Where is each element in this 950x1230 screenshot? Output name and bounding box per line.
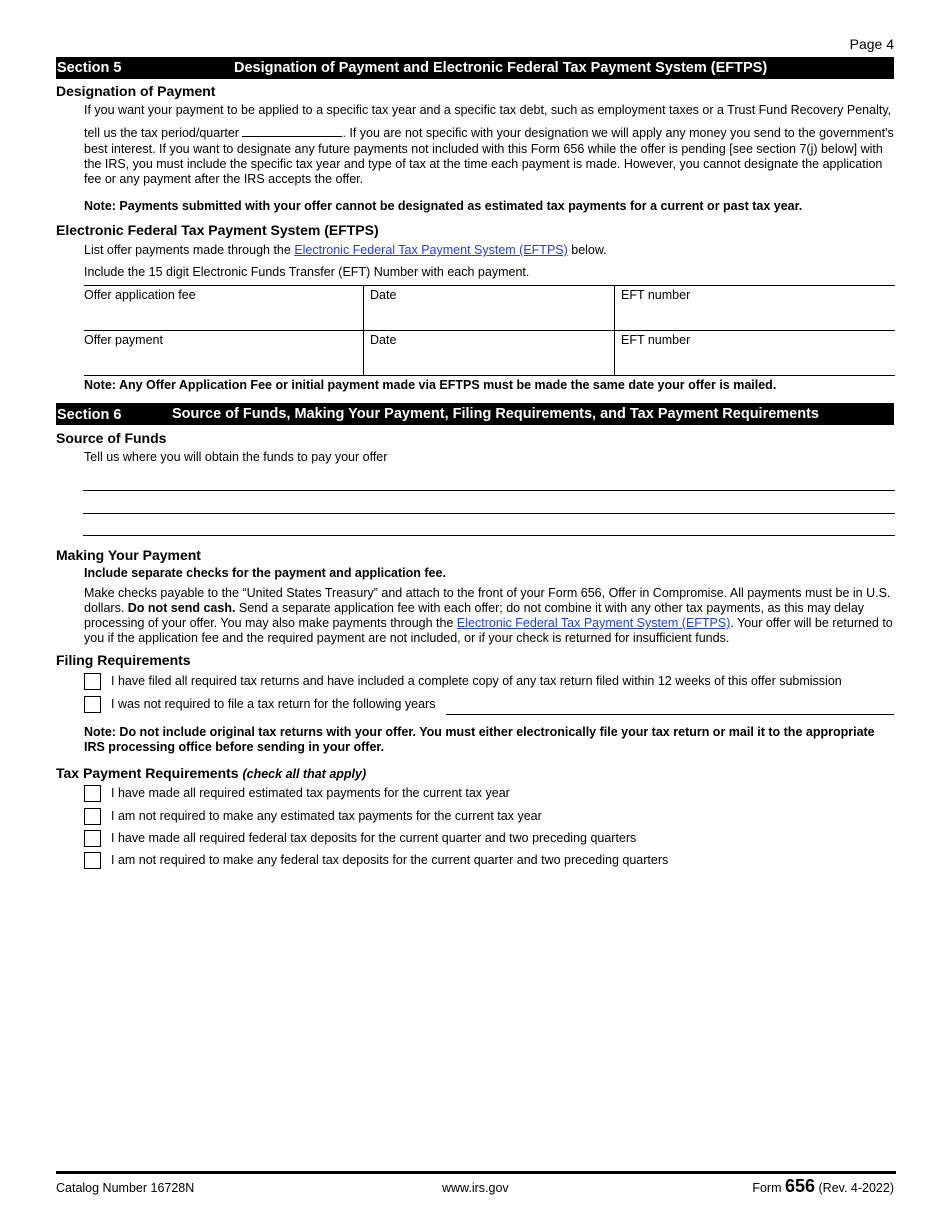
tax-payment-option-3-label: I have made all required federal tax deposits for the current quarter and two preceding quarters xyxy=(111,831,637,845)
tax-payment-heading-note: (check all that apply) xyxy=(242,767,367,781)
application-fee-date-field[interactable] xyxy=(363,286,614,330)
source-of-funds-line-2[interactable] xyxy=(83,513,895,514)
tax-payment-option-4-checkbox[interactable] xyxy=(84,852,101,869)
tax-payment-option-1-label: I have made all required estimated tax payments for the current tax year xyxy=(111,786,510,800)
designation-line-1: If you want your payment to be applied to a specific tax year and a specific tax debt, such as employment taxes or a Trust Fund Recovery Penalty, xyxy=(84,103,892,117)
tax-payment-option-4-label: I am not required to make any federal tax deposits for the current quarter and two preceding quarters xyxy=(111,853,669,867)
making-payment-heading: Making Your Payment xyxy=(56,547,201,563)
offer-payment-date-field[interactable] xyxy=(363,331,614,375)
tax-payment-option-2 xyxy=(84,808,894,826)
table-row xyxy=(84,286,895,331)
tax-payment-option-4 xyxy=(84,852,894,870)
tax-payment-option-3-checkbox[interactable] xyxy=(84,830,101,847)
eft-payment-table xyxy=(84,285,895,376)
do-not-send-cash: Do not send cash. xyxy=(127,601,236,615)
eftps-note: Note: Any Offer Application Fee or initial payment made via EFTPS must be made the same date your offer is mailed. xyxy=(84,378,777,392)
designation-body: best interest. If you want to designate any future payments not included with this Form 656 while the offer is pending [see section 7(j) below] with the IRS, you must include the specific tax year and type of tax at the time each payment is made. However, you cannot designate the application fee or any payment after the IRS accepts the offer. xyxy=(84,142,883,186)
tax-payment-option-2-label: I am not required to make any estimated tax payments for the current tax year xyxy=(111,809,542,823)
eftps-list-pre: List offer payments made through the xyxy=(84,243,295,257)
eftps-link[interactable]: Electronic Federal Tax Payment System (EFTPS) xyxy=(294,243,568,257)
footer-rule xyxy=(56,1171,896,1174)
source-of-funds-prompt: Tell us where you will obtain the funds to pay your offer xyxy=(84,450,388,464)
filing-option-1-checkbox[interactable] xyxy=(84,673,101,690)
making-payment-body xyxy=(84,586,896,646)
designation-heading: Designation of Payment xyxy=(56,83,216,99)
form-id xyxy=(752,1176,894,1197)
filing-option-2-label: I was not required to file a tax return for the following years xyxy=(111,697,436,711)
making-payment-text-2: Send a separate application fee with each offer; do not combine it with any other tax payments, as this may delay processing of your offer. You may also make payments through the xyxy=(84,601,865,630)
application-fee-date-label: Date xyxy=(370,288,397,302)
section-5-number: Section 5 xyxy=(57,60,122,76)
offer-payment-eft-number-field[interactable] xyxy=(614,331,895,375)
source-of-funds-line-1[interactable] xyxy=(83,490,895,491)
source-of-funds-line-3[interactable] xyxy=(83,535,895,536)
section-6-number: Section 6 xyxy=(57,407,122,423)
offer-payment-field[interactable] xyxy=(84,331,363,375)
tax-payment-heading xyxy=(56,765,366,781)
eftps-include-text: Include the 15 digit Electronic Funds Transfer (EFT) Number with each payment. xyxy=(84,265,530,279)
designation-line-2 xyxy=(84,125,896,141)
tax-payment-option-1 xyxy=(84,785,894,803)
tax-period-field[interactable] xyxy=(242,125,342,137)
offer-payment-date-label: Date xyxy=(370,333,397,347)
filing-option-2-checkbox[interactable] xyxy=(84,696,101,713)
eftps-link-2[interactable]: Electronic Federal Tax Payment System (EFTPS) xyxy=(456,616,731,630)
tax-payment-option-3 xyxy=(84,830,894,848)
tax-payment-option-1-checkbox[interactable] xyxy=(84,785,101,802)
offer-payment-label: Offer payment xyxy=(84,333,163,347)
offer-payment-eft-number-label: EFT number xyxy=(621,333,691,347)
tax-payment-option-2-checkbox[interactable] xyxy=(84,808,101,825)
eftps-list-post: below. xyxy=(567,243,607,257)
tax-payment-heading-text: Tax Payment Requirements xyxy=(56,765,239,781)
section-6-title: Source of Funds, Making Your Payment, Filing Requirements, and Tax Payment Requirements xyxy=(172,406,819,422)
website: www.irs.gov xyxy=(442,1181,509,1195)
application-fee-eft-number-field[interactable] xyxy=(614,286,895,330)
page-number: Page 4 xyxy=(849,36,894,52)
offer-application-fee-label: Offer application fee xyxy=(84,288,196,302)
section-5-header xyxy=(56,57,894,79)
filing-requirements-heading: Filing Requirements xyxy=(56,652,191,668)
catalog-number: Catalog Number 16728N xyxy=(56,1181,195,1195)
form-number: 656 xyxy=(784,1176,816,1196)
making-payment-subheading: Include separate checks for the payment and application fee. xyxy=(84,566,446,580)
eftps-heading: Electronic Federal Tax Payment System (EFTPS) xyxy=(56,222,379,238)
making-payment-text-3: . Your offer will be returned to you if the application fee and the required payment are not included, or if your check is returned for insufficient funds. xyxy=(84,616,893,645)
section-6-header xyxy=(56,403,894,425)
application-fee-eft-number-label: EFT number xyxy=(621,288,691,302)
table-row xyxy=(84,331,895,376)
eftps-list-text xyxy=(84,243,896,258)
filing-option-1 xyxy=(84,673,894,691)
form-id-prefix: Form xyxy=(752,1181,785,1195)
offer-application-fee-field[interactable] xyxy=(84,286,363,330)
filing-note: Note: Do not include original tax returns with your offer. You must either electronically file your tax return or mail it to the appropriate IRS processing office before sending in your offer. xyxy=(84,725,875,754)
source-of-funds-heading: Source of Funds xyxy=(56,430,167,446)
designation-note: Note: Payments submitted with your offer cannot be designated as estimated tax payments for a current or past tax year. xyxy=(84,199,803,213)
years-not-required-field[interactable] xyxy=(446,714,894,715)
filing-option-2 xyxy=(84,696,894,714)
designation-line-2-post: . If you are not specific with your designation we will apply any money you send to the government's xyxy=(342,126,894,140)
form-revision: (Rev. 4-2022) xyxy=(815,1181,894,1195)
filing-option-1-label: I have filed all required tax returns and have included a complete copy of any tax return filed within 12 weeks of this offer submission xyxy=(111,674,842,688)
section-5-title: Designation of Payment and Electronic Federal Tax Payment System (EFTPS) xyxy=(234,60,768,76)
designation-line-2-pre: tell us the tax period/quarter xyxy=(84,126,239,140)
making-payment-text-1: Make checks payable to the “United States Treasury” and attach to the front of your Form 656, Offer in Compromise. All payments must be in U.S. dollars. xyxy=(84,586,891,615)
